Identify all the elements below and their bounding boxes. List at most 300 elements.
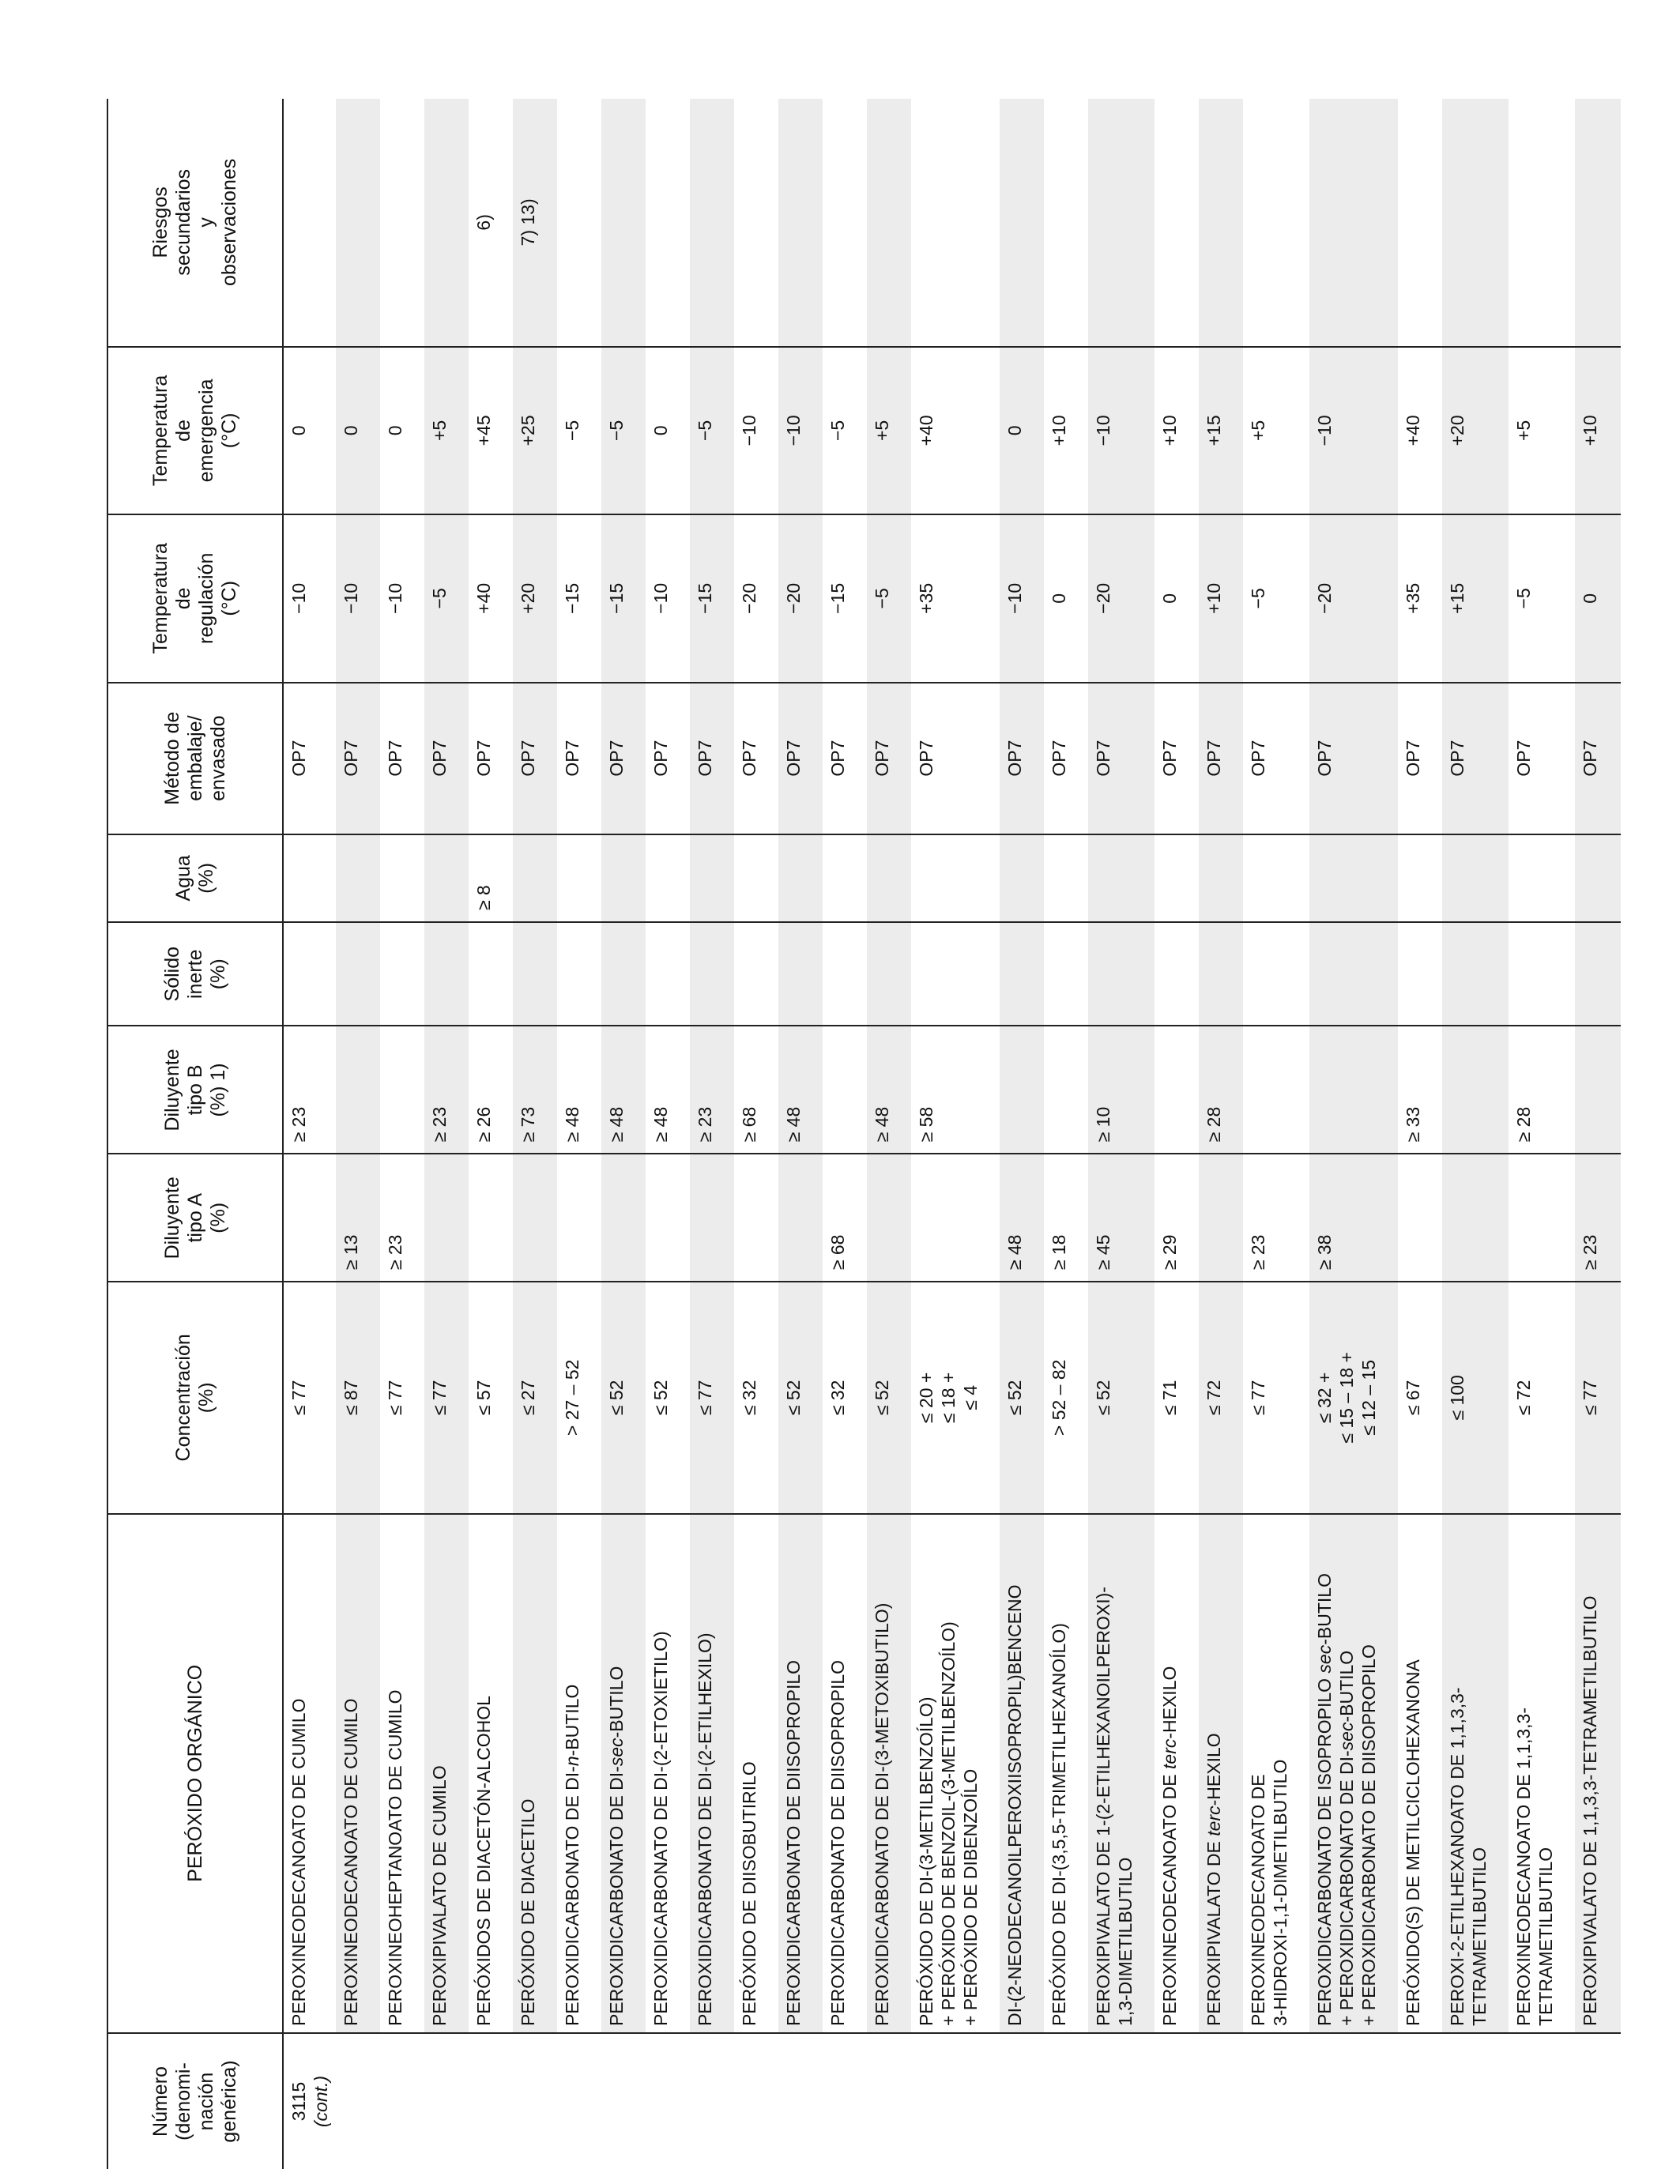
peroxide-name-line: PERÓXIDO DE DI-(3,5,5-TRIMETILHEXANOÍLO) <box>1049 1623 1069 2027</box>
cell-peroxido <box>867 1514 911 2034</box>
cell-temp-regulacion <box>1309 514 1398 682</box>
cell-concentracion <box>1509 1282 1575 1513</box>
peroxide-name-line: PEROXINEODECANOATO DE CUMILO <box>288 1698 309 2027</box>
header-diluyente-b <box>107 1026 283 1154</box>
cell-metodo <box>469 683 513 834</box>
cell-riesgos <box>1044 99 1088 347</box>
cell-text: +10 <box>1049 415 1069 446</box>
cell-diluyente-b <box>1088 1026 1155 1154</box>
cell-concentracion <box>1088 1282 1155 1513</box>
cell-concentracion <box>1000 1282 1044 1513</box>
peroxide-name-line: PEROXINEODECANOATO DE terc-HEXILO <box>1159 1666 1180 2027</box>
cell-temp-regulacion <box>823 514 867 682</box>
cell-text: OP7 <box>1203 740 1224 777</box>
cell-diluyente-a <box>690 1154 734 1282</box>
cell-temp-emergencia <box>1442 347 1509 514</box>
cell-text: 7) 13) <box>518 198 538 247</box>
cell-peroxido <box>1575 1514 1621 2034</box>
cell-text: 6) <box>473 214 494 231</box>
cell-diluyente-b <box>646 1026 690 1154</box>
cell-diluyente-b <box>734 1026 778 1154</box>
cell-riesgos <box>1199 99 1243 347</box>
cell-temp-regulacion <box>513 514 557 682</box>
cell-text: +35 <box>916 582 936 614</box>
cell-numero <box>1442 2033 1509 2169</box>
header-line: regulación <box>195 552 217 644</box>
peroxide-name-line: PEROXIDICARBONATO DE DIISOPROPILO <box>783 1659 804 2027</box>
cell-solido <box>1088 922 1155 1026</box>
cell-agua <box>1509 834 1575 922</box>
header-line: Método de <box>160 711 183 805</box>
cell-temp-emergencia <box>1243 347 1309 514</box>
cell-temp-regulacion <box>469 514 513 682</box>
cell-text: 0 <box>1580 593 1600 604</box>
peroxide-name-line: + PERÓXIDO DE DIBENZOÍLO <box>960 1768 981 2027</box>
header-solido <box>107 922 283 1026</box>
cell-text: OP7 <box>1049 740 1069 777</box>
cell-text: +5 <box>1513 420 1534 442</box>
cell-diluyente-a <box>1088 1154 1155 1282</box>
cell-numero <box>690 2033 734 2169</box>
cell-diluyente-b <box>690 1026 734 1154</box>
cell-diluyente-a <box>734 1154 778 1282</box>
cell-numero <box>823 2033 867 2169</box>
cell-diluyente-a <box>1309 1154 1398 1282</box>
cell-text: −20 <box>739 582 759 614</box>
table-row <box>1509 99 1575 2169</box>
cell-solido <box>1199 922 1243 1026</box>
header-line: Temperatura <box>149 543 171 654</box>
cell-text: OP7 <box>650 740 671 777</box>
cell-riesgos <box>1243 99 1309 347</box>
cell-solido <box>690 922 734 1026</box>
header-peroxido <box>107 1514 283 2034</box>
peroxide-name-line: PERÓXIDO DE DIISOBUTIRILO <box>739 1761 759 2027</box>
peroxide-name-line: PEROXINEODECANOATO DE 1,1,3,3- <box>1513 1707 1534 2027</box>
cell-temp-emergencia <box>1000 347 1044 514</box>
cell-concentracion <box>911 1282 1000 1513</box>
header-agua <box>107 834 283 922</box>
cell-peroxido <box>823 1514 867 2034</box>
cell-text: −10 <box>739 415 759 446</box>
header-line: (%) <box>206 1202 229 1233</box>
cell-solido <box>1243 922 1309 1026</box>
cell-peroxido <box>1243 1514 1309 2034</box>
cell-agua <box>1088 834 1155 922</box>
cell-text: ≥ 48 <box>562 1106 582 1143</box>
table-row <box>1155 99 1199 2169</box>
header-row <box>107 99 283 2169</box>
cell-solido <box>867 922 911 1026</box>
cell-concentracion <box>1442 1282 1509 1513</box>
cell-temp-regulacion <box>336 514 380 682</box>
cell-temp-emergencia <box>1575 347 1621 514</box>
cell-diluyente-b <box>557 1026 601 1154</box>
header-line: Sólido <box>160 946 183 1002</box>
cell-solido <box>734 922 778 1026</box>
cell-diluyente-a <box>646 1154 690 1282</box>
cell-text: 0 <box>288 425 309 436</box>
cell-solido <box>283 922 336 1026</box>
concentration-line: ≤ 57 <box>473 1380 494 1416</box>
cell-text: ≥ 23 <box>1248 1234 1268 1271</box>
header-line: Número <box>149 2066 171 2137</box>
cell-numero <box>1398 2033 1442 2169</box>
cell-text: OP7 <box>606 740 627 777</box>
header-line: Concentración <box>172 1334 194 1462</box>
cell-text: +10 <box>1580 415 1600 446</box>
cell-metodo <box>1044 683 1088 834</box>
rotated-table-page <box>107 99 1600 2169</box>
cell-agua <box>646 834 690 922</box>
cell-agua <box>601 834 646 922</box>
peroxide-name-line: + PEROXIDICARBONATO DE DI-sec-BUTILO <box>1336 1650 1357 2027</box>
cell-text: ≥ 23 <box>385 1234 405 1271</box>
header-temp-regulacion <box>107 514 283 682</box>
cell-metodo <box>380 683 424 834</box>
cell-peroxido <box>601 1514 646 2034</box>
cell-text: ≥ 38 <box>1314 1234 1335 1271</box>
cell-metodo <box>601 683 646 834</box>
header-riesgos <box>107 99 283 347</box>
cell-concentracion <box>336 1282 380 1513</box>
cell-peroxido <box>469 1514 513 2034</box>
peroxide-name-line: PEROXIDICARBONATO DE DI-(3-METOXIBUTILO) <box>872 1602 892 2027</box>
cell-text: ≥ 48 <box>650 1106 671 1143</box>
cell-text: ≥ 28 <box>1513 1106 1534 1143</box>
cell-text: −5 <box>1248 588 1268 609</box>
concentration-line: ≤ 100 <box>1447 1375 1467 1421</box>
cell-concentracion <box>469 1282 513 1513</box>
cell-numero <box>1044 2033 1088 2169</box>
cell-temp-regulacion <box>646 514 690 682</box>
table-row <box>1309 99 1398 2169</box>
cell-agua <box>1199 834 1243 922</box>
cell-text: OP7 <box>429 740 450 777</box>
cell-diluyente-a <box>1575 1154 1621 1282</box>
table-row <box>1199 99 1243 2169</box>
peroxide-name-line: PERÓXIDO DE DIACETILO <box>518 1798 538 2027</box>
cell-metodo <box>1088 683 1155 834</box>
cell-temp-emergencia <box>823 347 867 514</box>
cell-metodo <box>336 683 380 834</box>
cell-agua <box>513 834 557 922</box>
header-line: observaciones <box>218 158 240 286</box>
cell-text: −20 <box>1314 582 1335 614</box>
concentration-line: ≤ 77 <box>429 1380 450 1416</box>
cell-text: +40 <box>473 582 494 614</box>
cell-numero <box>1000 2033 1044 2169</box>
cell-text: −15 <box>562 582 582 614</box>
cell-text: 0 <box>1159 593 1180 604</box>
cell-agua <box>424 834 469 922</box>
cell-diluyente-b <box>513 1026 557 1154</box>
cell-peroxido <box>1044 1514 1088 2034</box>
cell-temp-emergencia <box>1088 347 1155 514</box>
cell-text: OP7 <box>872 740 892 777</box>
cell-text: OP7 <box>1093 740 1113 777</box>
cell-text: ≥ 23 <box>1580 1234 1600 1271</box>
cell-concentracion <box>557 1282 601 1513</box>
cell-diluyente-b <box>911 1026 1000 1154</box>
cell-text: 0 <box>1049 593 1069 604</box>
cell-temp-regulacion <box>1000 514 1044 682</box>
concentration-line: ≤ 87 <box>341 1380 361 1416</box>
cell-text: OP7 <box>1314 740 1335 777</box>
concentration-line: ≤ 32 + <box>1314 1372 1335 1424</box>
cell-text: +20 <box>1447 415 1467 446</box>
cell-temp-regulacion <box>867 514 911 682</box>
cell-solido <box>1044 922 1088 1026</box>
cell-text: ≥ 58 <box>916 1106 936 1143</box>
cell-peroxido <box>778 1514 823 2034</box>
cell-agua <box>469 834 513 922</box>
cell-text: +15 <box>1447 582 1467 614</box>
cell-diluyente-a <box>1155 1154 1199 1282</box>
peroxide-name-line: PEROXINEODECANOATO DE CUMILO <box>341 1698 361 2027</box>
cell-numero <box>1509 2033 1575 2169</box>
table-row <box>867 99 911 2169</box>
cell-diluyente-a <box>557 1154 601 1282</box>
cell-text: +5 <box>429 420 450 442</box>
cell-text: +25 <box>518 415 538 446</box>
cell-metodo <box>424 683 469 834</box>
cell-temp-regulacion <box>1199 514 1243 682</box>
header-line: (°C) <box>218 580 240 616</box>
cell-temp-regulacion <box>1442 514 1509 682</box>
peroxide-name-line: PEROXIDICARBONATO DE DIISOPROPILO <box>827 1659 848 2027</box>
cell-riesgos <box>867 99 911 347</box>
cell-peroxido <box>336 1514 380 2034</box>
concentration-line: ≤ 4 <box>960 1384 981 1410</box>
cell-agua <box>911 834 1000 922</box>
cell-text: −10 <box>1004 582 1025 614</box>
cell-numero <box>336 2033 380 2169</box>
cell-riesgos <box>823 99 867 347</box>
cell-peroxido <box>513 1514 557 2034</box>
cell-temp-emergencia <box>690 347 734 514</box>
cell-solido <box>424 922 469 1026</box>
header-line: tipo A <box>183 1192 206 1243</box>
cell-text: −20 <box>1093 582 1113 614</box>
cell-solido <box>557 922 601 1026</box>
cell-metodo <box>557 683 601 834</box>
cell-agua <box>1398 834 1442 922</box>
header-line: embalaje/ <box>183 715 206 801</box>
cell-temp-regulacion <box>1044 514 1088 682</box>
header-line: (%) 1) <box>206 1063 229 1117</box>
cell-solido <box>380 922 424 1026</box>
cell-solido <box>911 922 1000 1026</box>
cell-metodo <box>778 683 823 834</box>
cell-diluyente-b <box>1398 1026 1442 1154</box>
cell-agua <box>1309 834 1398 922</box>
header-line: (denomi- <box>172 2062 194 2141</box>
table-row <box>823 99 867 2169</box>
peroxide-name-line: PEROXIDICARBONATO DE DI-n-BUTILO <box>562 1684 582 2027</box>
peroxide-name-line: PEROXIPIVALATO DE terc-HEXILO <box>1203 1733 1224 2027</box>
cell-text: OP7 <box>562 740 582 777</box>
cell-text: OP7 <box>739 740 759 777</box>
cell-solido <box>469 922 513 1026</box>
cell-temp-emergencia <box>601 347 646 514</box>
header-line: Diluyente <box>160 1049 183 1132</box>
cell-peroxido <box>911 1514 1000 2034</box>
cell-metodo <box>1442 683 1509 834</box>
cell-text: ≥ 48 <box>606 1106 627 1143</box>
cell-numero <box>911 2033 1000 2169</box>
cell-peroxido <box>1442 1514 1509 2034</box>
header-line: nación <box>195 2072 217 2131</box>
concentration-line: ≤ 52 <box>606 1380 627 1416</box>
cell-solido <box>1000 922 1044 1026</box>
cell-text: +10 <box>1203 582 1224 614</box>
header-line: emergencia <box>195 378 217 483</box>
cell-riesgos <box>1155 99 1199 347</box>
concentration-line: ≤ 52 <box>1093 1380 1113 1416</box>
cell-diluyente-a <box>380 1154 424 1282</box>
concentration-line: ≤ 71 <box>1159 1380 1180 1416</box>
peroxide-name-line: PEROXIPIVALATO DE 1,1,3,3-TETRAMETILBUTILO <box>1580 1595 1600 2027</box>
peroxide-name-line: PEROXIDICARBONATO DE DI-(2-ETILHEXILO) <box>695 1632 715 2027</box>
cell-temp-emergencia <box>469 347 513 514</box>
cell-diluyente-b <box>283 1026 336 1154</box>
cell-text: ≥ 18 <box>1049 1234 1069 1271</box>
cell-diluyente-b <box>1044 1026 1088 1154</box>
cell-temp-emergencia <box>1509 347 1575 514</box>
table-row <box>1442 99 1509 2169</box>
cell-metodo <box>690 683 734 834</box>
cell-text: ≥ 68 <box>827 1234 848 1271</box>
cell-metodo <box>823 683 867 834</box>
cell-text: −10 <box>288 582 309 614</box>
cell-diluyente-a <box>513 1154 557 1282</box>
cell-metodo <box>867 683 911 834</box>
cell-diluyente-b <box>1000 1026 1044 1154</box>
concentration-line: ≤ 32 <box>739 1380 759 1416</box>
concentration-line: ≤ 72 <box>1513 1380 1534 1416</box>
concentration-line: ≤ 77 <box>288 1380 309 1416</box>
cell-riesgos <box>1309 99 1398 347</box>
cell-diluyente-b <box>336 1026 380 1154</box>
cell-text: −5 <box>827 420 848 442</box>
cell-concentracion <box>513 1282 557 1513</box>
cell-text: +40 <box>1403 415 1423 446</box>
cell-agua <box>1575 834 1621 922</box>
cell-text: ≥ 48 <box>783 1106 804 1143</box>
cell-concentracion <box>646 1282 690 1513</box>
cell-temp-emergencia <box>778 347 823 514</box>
cell-text: +45 <box>473 415 494 446</box>
cell-numero <box>601 2033 646 2169</box>
cell-concentracion <box>867 1282 911 1513</box>
cell-diluyente-a <box>1243 1154 1309 1282</box>
cell-metodo <box>1509 683 1575 834</box>
cell-riesgos <box>557 99 601 347</box>
cell-diluyente-a <box>911 1154 1000 1282</box>
cell-diluyente-a <box>1509 1154 1575 1282</box>
cell-text: −15 <box>606 582 627 614</box>
cell-peroxido <box>1000 1514 1044 2034</box>
cell-text: ≥ 13 <box>341 1234 361 1271</box>
cell-agua <box>283 834 336 922</box>
table-row <box>1088 99 1155 2169</box>
peroxide-name-line: PERÓXIDOS DE DIACETÓN-ALCOHOL <box>473 1696 494 2027</box>
cell-metodo <box>1575 683 1621 834</box>
peroxide-name-line: PERÓXIDO DE DI-(3-METILBENZOÍLO) <box>916 1696 936 2027</box>
cell-text: +35 <box>1403 582 1423 614</box>
concentration-line: > 27 – 52 <box>562 1359 582 1437</box>
cell-metodo <box>734 683 778 834</box>
cell-text: +15 <box>1203 415 1224 446</box>
cell-concentracion <box>1044 1282 1088 1513</box>
cell-riesgos <box>469 99 513 347</box>
cell-metodo <box>1243 683 1309 834</box>
cell-diluyente-a <box>823 1154 867 1282</box>
peroxide-name-line: TETRAMETILBUTILO <box>1469 1847 1490 2027</box>
cell-text: 0 <box>341 425 361 436</box>
cell-text: −10 <box>1314 415 1335 446</box>
cell-text: −10 <box>341 582 361 614</box>
cell-text: OP7 <box>288 740 309 777</box>
header-line: Agua <box>172 855 194 902</box>
cell-numero <box>557 2033 601 2169</box>
cell-solido <box>1442 922 1509 1026</box>
table-row <box>513 99 557 2169</box>
cell-diluyente-b <box>778 1026 823 1154</box>
cell-diluyente-a <box>469 1154 513 1282</box>
peroxide-name-line: DI-(2-NEODECANOILPEROXIISOPROPIL)BENCENO <box>1004 1584 1025 2027</box>
cell-text: ≥ 73 <box>518 1106 538 1143</box>
cell-metodo <box>513 683 557 834</box>
cell-numero <box>1088 2033 1155 2169</box>
cell-temp-emergencia <box>424 347 469 514</box>
cell-temp-regulacion <box>1243 514 1309 682</box>
cell-text: OP7 <box>1004 740 1025 777</box>
cell-agua <box>557 834 601 922</box>
cell-riesgos <box>513 99 557 347</box>
concentration-line: ≤ 20 + <box>916 1372 936 1424</box>
cell-numero <box>1575 2033 1621 2169</box>
cell-numero <box>1199 2033 1243 2169</box>
cell-temp-emergencia <box>911 347 1000 514</box>
cell-text: ≥ 23 <box>695 1106 715 1143</box>
peroxide-name-line: PEROXIDICARBONATO DE ISOPROPILO sec-BUTILO <box>1314 1573 1335 2027</box>
cell-agua <box>1243 834 1309 922</box>
table-row <box>734 99 778 2169</box>
cell-text: OP7 <box>341 740 361 777</box>
cell-riesgos <box>1398 99 1442 347</box>
cell-numero <box>424 2033 469 2169</box>
cell-numero <box>778 2033 823 2169</box>
cell-diluyente-b <box>1442 1026 1509 1154</box>
cell-text: ≥ 23 <box>288 1106 309 1143</box>
table-row <box>380 99 424 2169</box>
cell-concentracion <box>1309 1282 1398 1513</box>
concentration-line: ≤ 72 <box>1203 1380 1224 1416</box>
concentration-line: ≤ 18 + <box>938 1372 959 1424</box>
cell-riesgos <box>1575 99 1621 347</box>
cell-riesgos <box>734 99 778 347</box>
cell-diluyente-b <box>1199 1026 1243 1154</box>
cell-text: OP7 <box>1513 740 1534 777</box>
cell-solido <box>513 922 557 1026</box>
cell-agua <box>1044 834 1088 922</box>
cell-text: +40 <box>916 415 936 446</box>
cell-concentracion <box>778 1282 823 1513</box>
cell-diluyente-b <box>823 1026 867 1154</box>
cell-diluyente-a <box>424 1154 469 1282</box>
